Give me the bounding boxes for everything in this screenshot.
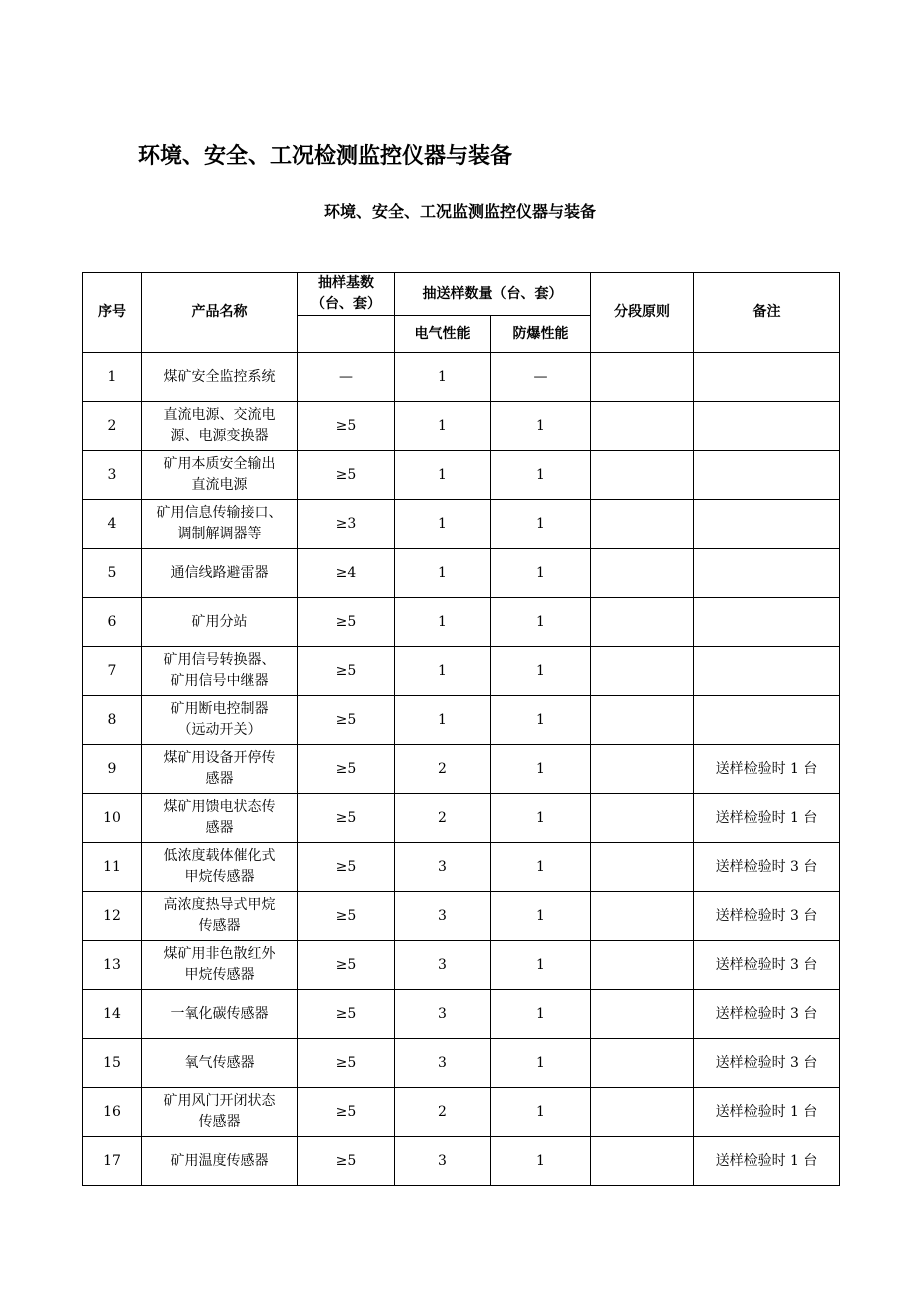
row-product-name-line1: 煤矿用馈电状态传	[163, 799, 276, 815]
row-explosion-quantity: 1	[491, 794, 591, 843]
row-product-name	[142, 892, 298, 941]
row-base-quantity: ≥5	[298, 647, 395, 696]
row-base-quantity: ≥5	[298, 1088, 395, 1137]
row-index: 8	[83, 696, 142, 745]
row-note: 送样检验时 1 台	[694, 1137, 840, 1186]
row-note: 送样检验时 3 台	[694, 941, 840, 990]
header-base-quantity-line1: 抽样基数	[318, 275, 374, 291]
row-index: 7	[83, 647, 142, 696]
table-row	[83, 402, 840, 451]
row-segment-principle	[591, 941, 694, 990]
row-electrical-quantity: 2	[395, 745, 491, 794]
row-product-name-line2: 感器	[205, 820, 234, 836]
row-explosion-quantity: 1	[491, 696, 591, 745]
row-product-name	[142, 1137, 298, 1186]
header-index: 序号	[83, 273, 142, 353]
row-product-name-line1: 低浓度载体催化式	[163, 848, 276, 864]
row-product-name-line1: 矿用信号转换器、	[163, 652, 276, 668]
row-product-name	[142, 745, 298, 794]
row-electrical-quantity: 1	[395, 353, 491, 402]
row-product-name	[142, 696, 298, 745]
table-row	[83, 353, 840, 402]
row-segment-principle	[591, 451, 694, 500]
row-note: 送样检验时 3 台	[694, 892, 840, 941]
row-segment-principle	[591, 549, 694, 598]
row-product-name-line1: 氧气传感器	[184, 1054, 255, 1071]
table-row	[83, 745, 840, 794]
row-electrical-quantity: 2	[395, 794, 491, 843]
row-electrical-quantity: 1	[395, 549, 491, 598]
table-row	[83, 843, 840, 892]
row-segment-principle	[591, 990, 694, 1039]
row-product-name-line1: 矿用断电控制器	[170, 701, 269, 717]
row-explosion-quantity: —	[491, 353, 591, 402]
row-segment-principle	[591, 647, 694, 696]
table-row	[83, 941, 840, 990]
row-segment-principle	[591, 794, 694, 843]
row-electrical-quantity: 2	[395, 1088, 491, 1137]
row-note	[694, 353, 840, 402]
row-note	[694, 549, 840, 598]
row-segment-principle	[591, 745, 694, 794]
row-base-quantity: ≥5	[298, 745, 395, 794]
row-product-name	[142, 353, 298, 402]
row-note	[694, 598, 840, 647]
row-product-name	[142, 647, 298, 696]
row-product-name-line2: 源、电源变换器	[170, 428, 269, 444]
row-base-quantity: ≥5	[298, 402, 395, 451]
row-product-name-line1: 高浓度热导式甲烷	[163, 897, 276, 913]
row-note	[694, 402, 840, 451]
table-row	[83, 892, 840, 941]
row-base-quantity: ≥5	[298, 451, 395, 500]
row-segment-principle	[591, 353, 694, 402]
row-base-quantity: ≥5	[298, 794, 395, 843]
table-row	[83, 451, 840, 500]
row-index: 16	[83, 1088, 142, 1137]
row-product-name-line2: 传感器	[198, 918, 241, 934]
row-note: 送样检验时 3 台	[694, 1039, 840, 1088]
row-product-name	[142, 990, 298, 1039]
row-note: 送样检验时 1 台	[694, 1088, 840, 1137]
sampling-table	[82, 272, 840, 1186]
row-product-name-line2: 调制解调器等	[177, 526, 262, 542]
row-electrical-quantity: 1	[395, 598, 491, 647]
row-explosion-quantity: 1	[491, 745, 591, 794]
row-product-name	[142, 451, 298, 500]
row-product-name-line2: 甲烷传感器	[184, 869, 255, 885]
row-explosion-quantity: 1	[491, 941, 591, 990]
row-electrical-quantity: 3	[395, 892, 491, 941]
row-explosion-quantity: 1	[491, 549, 591, 598]
row-index: 9	[83, 745, 142, 794]
table-row	[83, 598, 840, 647]
row-base-quantity: ≥5	[298, 892, 395, 941]
table-row	[83, 500, 840, 549]
row-segment-principle	[591, 843, 694, 892]
row-product-name-line1: 直流电源、交流电	[163, 407, 276, 423]
row-note	[694, 500, 840, 549]
row-product-name	[142, 941, 298, 990]
row-base-quantity: —	[298, 353, 395, 402]
row-explosion-quantity: 1	[491, 500, 591, 549]
row-product-name-line1: 煤矿用设备开停传	[163, 750, 276, 766]
row-segment-principle	[591, 500, 694, 549]
row-note: 送样检验时 1 台	[694, 745, 840, 794]
row-index: 17	[83, 1137, 142, 1186]
header-sample-quantity: 抽送样数量（台、套）	[395, 273, 591, 316]
row-product-name-line1: 煤矿用非色散红外	[163, 946, 276, 962]
table-caption: 环境、安全、工况监测监控仪器与装备	[323, 202, 596, 221]
row-index: 5	[83, 549, 142, 598]
row-product-name-line1: 通信线路避雷器	[170, 564, 269, 581]
row-product-name-line2: （远动开关）	[177, 722, 262, 738]
row-explosion-quantity: 1	[491, 990, 591, 1039]
row-electrical-quantity: 3	[395, 990, 491, 1039]
row-electrical-quantity: 1	[395, 647, 491, 696]
row-base-quantity: ≥5	[298, 598, 395, 647]
row-electrical-quantity: 1	[395, 696, 491, 745]
table-row	[83, 794, 840, 843]
row-explosion-quantity: 1	[491, 647, 591, 696]
row-explosion-quantity: 1	[491, 451, 591, 500]
table-row	[83, 1137, 840, 1186]
row-note	[694, 451, 840, 500]
header-base-quantity	[298, 273, 395, 316]
document-title: 环境、安全、工况检测监控仪器与装备	[138, 144, 513, 169]
row-electrical-quantity: 3	[395, 941, 491, 990]
table-row	[83, 647, 840, 696]
header-base-quantity-continued	[298, 316, 395, 353]
row-product-name	[142, 1088, 298, 1137]
row-product-name-line2: 矿用信号中继器	[170, 673, 269, 689]
header-product-name: 产品名称	[142, 273, 298, 353]
table-row	[83, 1039, 840, 1088]
row-segment-principle	[591, 892, 694, 941]
row-index: 12	[83, 892, 142, 941]
row-product-name-line1: 煤矿安全监控系统	[163, 368, 276, 385]
row-segment-principle	[591, 402, 694, 451]
row-segment-principle	[591, 1039, 694, 1088]
row-product-name	[142, 500, 298, 549]
row-base-quantity: ≥5	[298, 941, 395, 990]
row-product-name-line1: 矿用信息传输接口、	[156, 505, 283, 521]
row-product-name-line2: 甲烷传感器	[184, 967, 255, 983]
row-base-quantity: ≥5	[298, 1039, 395, 1088]
row-index: 13	[83, 941, 142, 990]
header-base-quantity-line2: （台、套）	[311, 296, 381, 312]
header-segment-principle: 分段原则	[591, 273, 694, 353]
row-base-quantity: ≥5	[298, 1137, 395, 1186]
row-product-name-line2: 传感器	[198, 1114, 241, 1130]
table-row	[83, 990, 840, 1039]
row-explosion-quantity: 1	[491, 892, 591, 941]
row-product-name	[142, 402, 298, 451]
row-index: 2	[83, 402, 142, 451]
header-electrical-performance: 电气性能	[395, 316, 491, 353]
row-electrical-quantity: 1	[395, 402, 491, 451]
row-segment-principle	[591, 1088, 694, 1137]
row-explosion-quantity: 1	[491, 598, 591, 647]
row-product-name-line1: 一氧化碳传感器	[170, 1005, 269, 1022]
row-base-quantity: ≥5	[298, 843, 395, 892]
row-electrical-quantity: 3	[395, 843, 491, 892]
table-row	[83, 549, 840, 598]
row-explosion-quantity: 1	[491, 402, 591, 451]
row-index: 4	[83, 500, 142, 549]
header-note: 备注	[694, 273, 840, 353]
row-product-name-line1: 矿用温度传感器	[170, 1152, 269, 1169]
row-product-name	[142, 794, 298, 843]
row-index: 11	[83, 843, 142, 892]
row-electrical-quantity: 1	[395, 500, 491, 549]
row-product-name-line1: 矿用风门开闭状态	[163, 1093, 276, 1109]
row-note	[694, 696, 840, 745]
row-base-quantity: ≥5	[298, 990, 395, 1039]
row-index: 1	[83, 353, 142, 402]
row-note	[694, 647, 840, 696]
row-index: 3	[83, 451, 142, 500]
row-product-name-line1: 矿用分站	[191, 613, 248, 630]
row-base-quantity: ≥4	[298, 549, 395, 598]
row-base-quantity: ≥3	[298, 500, 395, 549]
row-note: 送样检验时 1 台	[694, 794, 840, 843]
row-segment-principle	[591, 1137, 694, 1186]
row-note: 送样检验时 3 台	[694, 990, 840, 1039]
row-explosion-quantity: 1	[491, 1039, 591, 1088]
row-base-quantity: ≥5	[298, 696, 395, 745]
row-electrical-quantity: 1	[395, 451, 491, 500]
row-segment-principle	[591, 598, 694, 647]
row-product-name	[142, 1039, 298, 1088]
row-index: 14	[83, 990, 142, 1039]
header-explosion-proof-performance: 防爆性能	[491, 316, 591, 353]
row-product-name-line2: 直流电源	[191, 477, 248, 493]
row-index: 15	[83, 1039, 142, 1088]
table-row	[83, 696, 840, 745]
row-product-name-line1: 矿用本质安全输出	[163, 456, 276, 472]
row-note: 送样检验时 3 台	[694, 843, 840, 892]
table-row	[83, 1088, 840, 1137]
row-product-name	[142, 549, 298, 598]
row-product-name	[142, 598, 298, 647]
row-explosion-quantity: 1	[491, 1137, 591, 1186]
row-electrical-quantity: 3	[395, 1039, 491, 1088]
row-index: 10	[83, 794, 142, 843]
row-index: 6	[83, 598, 142, 647]
row-electrical-quantity: 3	[395, 1137, 491, 1186]
row-segment-principle	[591, 696, 694, 745]
row-product-name	[142, 843, 298, 892]
row-explosion-quantity: 1	[491, 1088, 591, 1137]
row-explosion-quantity: 1	[491, 843, 591, 892]
row-product-name-line2: 感器	[205, 771, 234, 787]
